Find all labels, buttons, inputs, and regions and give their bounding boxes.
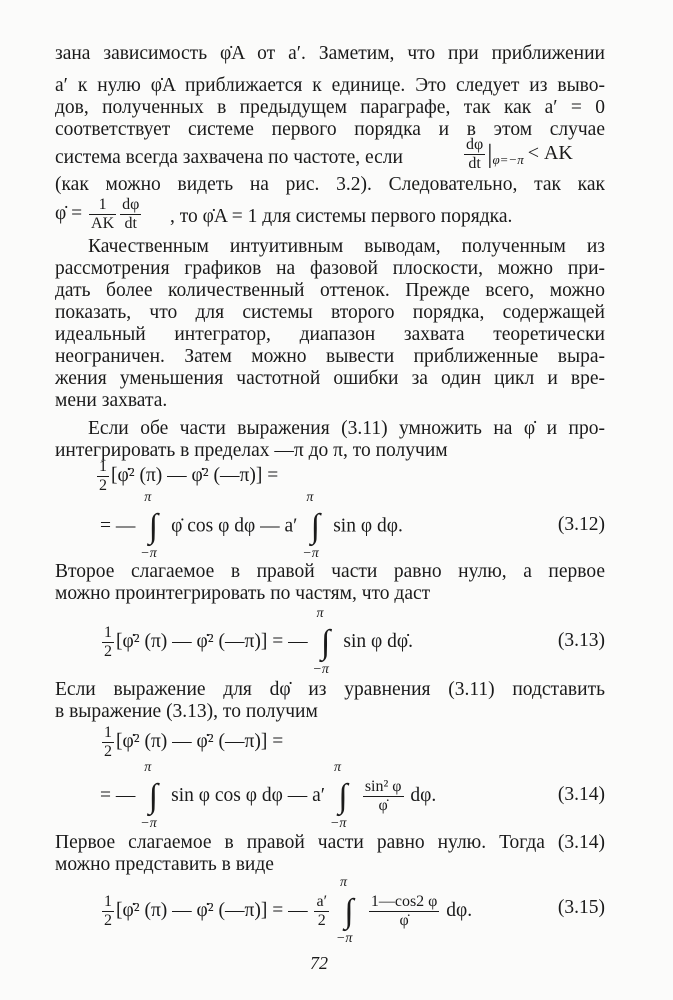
equation-3-15: $\frac{1}{2}$ [φ̇² (π) — φ̇² (—π)] = — $\frac{a'}{2}$ π ∫ −π $\frac{1—\cos 2 \varphi}{\varphi̇}$ dφ. bbox=[104, 874, 473, 946]
text-line: показать, что для системы второго порядка, содержащей bbox=[55, 302, 605, 323]
text-line: Качественным интуитивным выводам, полученным из bbox=[88, 236, 605, 257]
text-line: (как можно видеть на рис. 3.2). Следовательно, так как bbox=[55, 174, 605, 195]
fraction: $\frac{1}{AK}$ bbox=[91, 196, 115, 232]
text-line: жения уменьшения частотной ошибки за один цикл и вре- bbox=[55, 368, 605, 389]
equation-number: (3.15) bbox=[557, 897, 605, 918]
integral-sign: π ∫ −π bbox=[302, 490, 320, 561]
equation-number: (3.14) bbox=[557, 784, 605, 805]
fraction: $\frac{d\varphi}{dt}$ bbox=[122, 196, 140, 232]
integral-sign: π ∫ −π bbox=[140, 490, 158, 561]
text-line: система всегда захвачена по частоте, если bbox=[55, 147, 403, 168]
text-line: Второе слагаемое в правой части равно нулю, а первое bbox=[55, 561, 605, 582]
text-line: можно представить в виде bbox=[55, 854, 274, 875]
text-line: Если выражение для dφ̇ из уравнения (3.11) подставить bbox=[55, 679, 605, 700]
text-line: мени захвата. bbox=[55, 390, 168, 411]
text-line: дать более количественный оттенок. Прежде всего, можно bbox=[55, 280, 605, 301]
fraction: $\frac{1—\cos 2 \varphi}{\varphi̇}$ bbox=[370, 893, 438, 929]
text-line: в выражение (3.13), то получим bbox=[55, 701, 318, 722]
fraction: $\frac{a'}{2}$ bbox=[316, 893, 328, 929]
integral-sign: π ∫ −π bbox=[140, 759, 158, 831]
text-line: дов, полученных в предыдущем параграфе, так как a′ = 0 bbox=[55, 97, 605, 118]
equation-3-13: $\frac{1}{2}$ [φ̇² (π) — φ̇² (—π)] = — π ∫ −π sin φ dφ̇. bbox=[104, 605, 413, 677]
fraction: $\frac{1}{2}$ bbox=[104, 724, 112, 760]
equation-number: (3.12) bbox=[557, 514, 605, 535]
equation-number: (3.13) bbox=[557, 630, 605, 651]
text-line: неограничен. Затем можно вывести приближенные выра- bbox=[55, 346, 605, 367]
fraction: $\frac{1}{2}$ bbox=[104, 624, 112, 660]
integral-sign: π ∫ −π bbox=[335, 874, 354, 946]
text-line: a′ к нулю φ̇A приближается к единице. Это следует из выво- bbox=[55, 75, 605, 96]
condition-formula: $\frac{d\varphi}{dt}$ $|_{\varphi=-\pi}$ < AK bbox=[466, 136, 573, 172]
text-line: соответствует системе первого порядка и в этом случае bbox=[55, 119, 605, 140]
text-line: Первое слагаемое в правой части равно нулю. Тогда (3.14) bbox=[55, 832, 605, 853]
fraction: $\frac{1}{2}$ bbox=[104, 893, 112, 929]
text-line: можно проинтегрировать по частям, что даст bbox=[55, 583, 431, 604]
equation-3-12-line2: = — π ∫ −π φ̇ cos φ dφ — a′ π ∫ −π sin φ dφ. bbox=[100, 490, 403, 561]
phi-dot-formula: φ̇ = $\frac{1}{AK}$ $\frac{d\varphi}{dt}$ bbox=[55, 196, 140, 232]
text-line: зана зависимость φ̇A от a′. Заметим, что при приближении bbox=[55, 43, 605, 64]
fraction: $\frac{1}{2}$ bbox=[99, 458, 107, 494]
equation-3-12-line1: $\frac{1}{2}$ [φ̇² (π) — φ̇² (—π)] = bbox=[99, 458, 279, 494]
equation-3-14-line1: $\frac{1}{2}$ [φ̇² (π) — φ̇² (—π)] = bbox=[104, 724, 284, 760]
integral-sign: π ∫ −π bbox=[329, 759, 348, 831]
text-line: рассмотрения графиков на фазовой плоскости, можно при- bbox=[55, 258, 605, 279]
integral-sign: π ∫ −π bbox=[312, 605, 331, 677]
text-line: интегрировать в пределах —π до π, то получим bbox=[55, 440, 448, 461]
text-line: , то φ̇A = 1 для системы первого порядка. bbox=[170, 206, 513, 227]
text-line: Если обе части выражения (3.11) умножить на φ̇ и про- bbox=[88, 418, 605, 439]
equation-3-14-line2: = — π ∫ −π sin φ cos φ dφ — a′ π ∫ −π $\frac{\text{sin² φ}}{\varphi̇}$ dφ. bbox=[100, 759, 437, 831]
fraction: $\frac{d\varphi}{dt}$ bbox=[466, 136, 484, 172]
page-number: 72 bbox=[310, 953, 328, 973]
fraction: $\frac{\text{sin² φ}}{\varphi̇}$ bbox=[364, 778, 402, 814]
text-line: идеальный интегратор, диапазон захвата теоретически bbox=[55, 324, 605, 345]
